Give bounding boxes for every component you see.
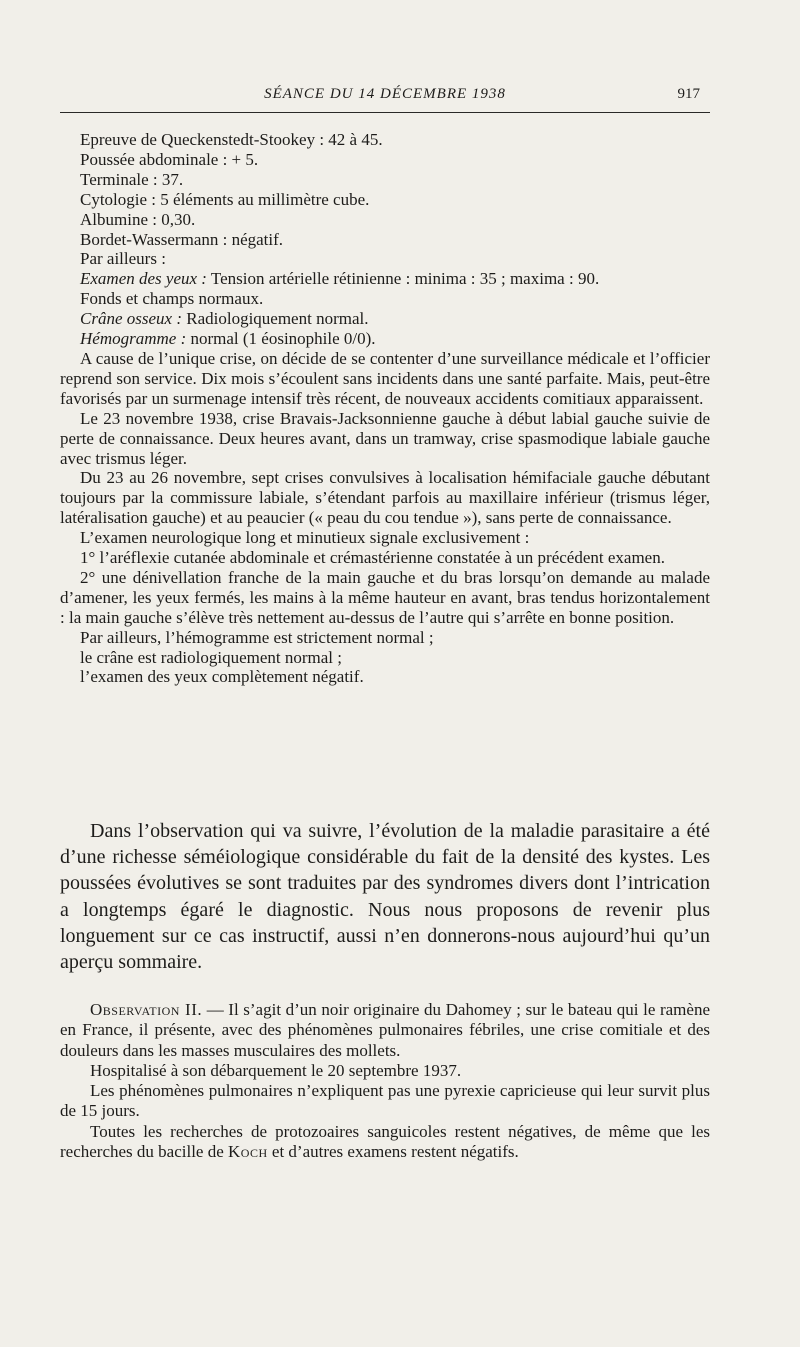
text: Radiologiquement normal. bbox=[181, 309, 369, 329]
paragraph bbox=[60, 329, 710, 349]
paragraph: Hospitalisé à son débarquement le 20 septembre 1937. bbox=[90, 1060, 462, 1080]
text-line: l’examen des yeux complètement négatif. bbox=[80, 667, 364, 687]
text-line: Poussée abdominale : + 5. bbox=[80, 149, 259, 169]
text: normal (1 éosinophile 0/0). bbox=[186, 329, 376, 349]
label: Crâne osseux : bbox=[80, 309, 182, 329]
text-line: le crâne est radiologiquement normal ; bbox=[80, 647, 342, 667]
label: Examen des yeux : bbox=[80, 269, 207, 289]
page-number: 917 bbox=[677, 86, 700, 102]
paragraph: L’examen neurologique long et minutieux signale exclusivement : bbox=[80, 528, 530, 548]
text-line: Par ailleurs : bbox=[80, 249, 166, 269]
label: Hémogramme : bbox=[80, 329, 187, 349]
paragraph bbox=[60, 1000, 710, 1061]
text-line: Cytologie : 5 éléments au millimètre cube. bbox=[80, 189, 370, 209]
text-line: Epreuve de Queckenstedt-Stookey : 42 à 45. bbox=[80, 130, 383, 149]
text-line: Terminale : 37. bbox=[80, 169, 184, 189]
paragraph: A cause de l’unique crise, on décide de se contenter d’une surveillance médicale et l’officier reprend son service. Dix mois s’écoulent sans incidents dans une santé parfaite. Mais, peut-être favorisés par un surmenage intensif très récent, de nouveaux accidents comitiaux apparaissent. bbox=[60, 348, 710, 408]
paragraph bbox=[60, 269, 710, 289]
text-line: Par ailleurs, l’hémogramme est strictement normal ; bbox=[80, 627, 434, 647]
text: — Il s’agit d’un noir originaire du Dahomey ; sur le bateau qui le ramène en France, il présente, avec des phénomènes pulmonaires fébriles, une crise comitiale et des douleurs dans les masses musculaires des mollets. bbox=[60, 1000, 710, 1060]
paragraph: 2° une dénivellation franche de la main gauche et du bras lorsqu’on demande au malade d’amener, les yeux fermés, les mains à la même hauteur en avant, bras tendus horizontalement : la main gauche s’élève très nettement au-dessus de l’autre qui s’arrête en bonne position. bbox=[60, 567, 710, 627]
text: Tension artérielle rétinienne : minima : 35 ; maxima : 90. bbox=[206, 269, 600, 289]
text-line: Fonds et champs normaux. bbox=[80, 289, 264, 309]
paragraph bbox=[60, 309, 710, 329]
paragraph: Les phénomènes pulmonaires n’expliquent pas une pyrexie capricieuse qui leur survit plus de 15 jours. bbox=[60, 1081, 710, 1121]
paragraph: 1° l’aréflexie cutanée abdominale et crémastérienne constatée à un précédent examen. bbox=[80, 548, 665, 568]
text: Toutes les recherches de protozoaires sanguicoles restent négatives, de même que les recherches du bacille de bbox=[60, 1121, 710, 1162]
text: et d’autres examens restent négatifs. bbox=[267, 1142, 519, 1162]
observation-heading: Observation II. bbox=[90, 1000, 203, 1019]
text-line: Bordet-Wassermann : négatif. bbox=[80, 229, 284, 249]
koch-name: Koch bbox=[228, 1142, 268, 1162]
discussion-paragraph bbox=[60, 818, 710, 975]
paragraph: Dans l’observation qui va suivre, l’évolution de la maladie parasitaire a été d’une richesse séméiologique considérable du fait de la densité des kystes. Les poussées évolutives se sont traduites par des syndromes divers dont l’intrication a longtemps égaré le diagnostic. Nous nous proposons de revenir plus longuement sur ce cas instructif, aussi n’en donnerons-nous aujourd’hui qu’un aperçu sommaire. bbox=[60, 820, 710, 974]
paragraph: Le 23 novembre 1938, crise Bravais-Jacksonnienne gauche à début labial gauche suivie de perte de connaissance. Deux heures avant, dans un tramway, crise spasmodique labiale gauche avec trismus léger. bbox=[60, 408, 710, 468]
clinical-findings bbox=[60, 130, 710, 687]
observation-ii bbox=[60, 1000, 710, 1162]
running-head: SÉANCE DU 14 DÉCEMBRE 1938 bbox=[264, 86, 506, 102]
paragraph: Du 23 au 26 novembre, sept crises convulsives à localisation hémifaciale gauche débutant toujours par la commissure labiale, s’étendant parfois au maxillaire inférieur (trismus léger, latéralisation gauche) et au peaucier (« peau du cou tendue »), sans perte de connaissance. bbox=[60, 468, 710, 528]
text-line: Albumine : 0,30. bbox=[80, 209, 196, 229]
paragraph bbox=[60, 1122, 710, 1163]
page-header bbox=[60, 86, 710, 113]
